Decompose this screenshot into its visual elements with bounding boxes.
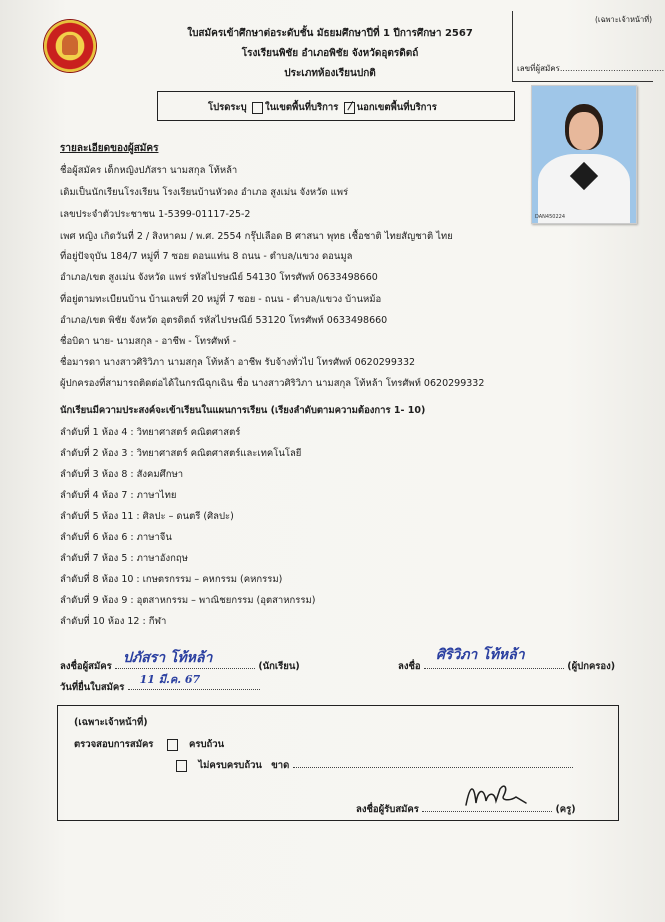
zone-row — [208, 100, 437, 115]
office-label: (เฉพาะเจ้าหน้าที่) — [595, 15, 653, 24]
applicant-section-title: รายละเอียดของผู้สมัคร — [60, 143, 159, 154]
complete-label: ครบถ้วน — [189, 739, 225, 750]
receiver-signature-field[interactable] — [422, 799, 552, 812]
student-signature-field[interactable] — [115, 650, 255, 669]
registered-address-line-1: ที่อยู่ตามทะเบียนบ้าน บ้านเลขที่ 20 หมู่ที่ 7 ซอย - ถนน - ตำบล/แขวง บ้านหม้อ — [60, 294, 382, 305]
preference-item: ลำดับที่ 4 ห้อง 7 : ภาษาไทย — [60, 490, 177, 501]
student-signature-label: ลงชื่อผู้สมัคร — [60, 661, 112, 672]
preference-item: ลำดับที่ 10 ห้อง 12 : กีฬา — [60, 616, 167, 627]
complete-checkbox[interactable] — [167, 739, 178, 751]
birth-info-line: เพศ หญิง เกิดวันที่ 2 / สิงหาคม / พ.ศ. 2554 กรุ๊ปเลือด B ศาสนา พุทธ เชื้อชาติ ไทยสัญชาติ ไทย — [60, 231, 453, 242]
class-type: ประเภทห้องเรียนปกติ — [284, 68, 376, 79]
current-address-line-1: ที่อยู่ปัจจุบัน 184/7 หมู่ที่ 7 ซอย ดอนแท่น 8 ถนน - ตำบล/แขวง ดอนมูล — [60, 251, 353, 262]
office-check-label: (เฉพาะเจ้าหน้าที่) — [74, 717, 148, 728]
registered-address-line-2: อำเภอ/เขต พิชัย จังหวัด อุตรดิตถ์ รหัสไปรษณีย์ 53120 โทรศัพท์ 0633498660 — [60, 315, 388, 326]
preference-item: ลำดับที่ 1 ห้อง 4 : วิทยาศาสตร์ คณิตศาสตร์ — [60, 427, 241, 438]
incomplete-checkbox[interactable] — [176, 760, 187, 772]
preference-item: ลำดับที่ 7 ห้อง 5 : ภาษาอังกฤษ — [60, 553, 188, 564]
form-title: ใบสมัครเข้าศึกษาต่อระดับชั้น มัธยมศึกษาปีที่ 1 ปีการศึกษา 2567 — [187, 28, 473, 39]
zone-selection-box — [157, 91, 515, 121]
check-label: ตรวจสอบการสมัคร — [74, 739, 154, 750]
application-number-field[interactable]: เลขที่ผู้สมัคร......................................... — [517, 64, 665, 73]
date-value: 11 มี.ค. 67 — [139, 673, 201, 686]
missing-label: ขาด — [271, 760, 290, 771]
guardian-role: (ผู้ปกครอง) — [567, 661, 616, 672]
preference-item: ลำดับที่ 5 ห้อง 11 : ศิลปะ – ดนตรี (ศิลปะ) — [60, 511, 234, 522]
student-signature: ปภัสรา โท้หล้า — [123, 650, 213, 666]
receiver-role: (ครู) — [555, 804, 576, 815]
date-row — [60, 673, 260, 695]
receiver-signature-mark — [460, 779, 530, 813]
guardian-signature: ศิริวิภา โท้หล้า — [435, 647, 525, 663]
school-name: โรงเรียนพิชัย อำเภอพิชัย จังหวัดอุตรดิตถ์ — [241, 48, 419, 59]
date-field[interactable] — [128, 673, 260, 690]
check-incomplete-row — [174, 758, 573, 773]
in-zone-checkbox[interactable] — [252, 102, 263, 114]
guardian-line: ผู้ปกครองที่สามารถติดต่อได้ในกรณีฉุกเฉิน ชื่อ นางสาวศิริวิภา นามสกุล โท้หล้า โทรศัพท์ 0620299332 — [60, 378, 485, 389]
preference-item: ลำดับที่ 8 ห้อง 10 : เกษตรกรรม – คหกรรม (คหกรรม) — [60, 574, 283, 585]
photo-face — [569, 112, 599, 150]
photo-code: DAN450224 — [535, 214, 566, 220]
applicant-name-line: ชื่อผู้สมัคร เด็กหญิงปภัสรา นามสกุล โท้หล้า — [60, 165, 238, 176]
in-zone-label: ในเขตพื้นที่บริการ — [264, 102, 339, 113]
preferences-title: นักเรียนมีความประสงค์จะเข้าเรียนในแผนการเรียน (เรียงลำดับตามความต้องการ 1- 10) — [60, 405, 426, 416]
previous-school-line: เดิมเป็นนักเรียนโรงเรียน โรงเรียนบ้านหัวดง อำเภอ สูงเม่น จังหวัด แพร่ — [60, 187, 349, 198]
office-check-box — [57, 705, 619, 821]
national-id-line: เลขประจำตัวประชาชน 1-5399-01117-25-2 — [60, 209, 251, 220]
preference-item: ลำดับที่ 6 ห้อง 6 : ภาษาจีน — [60, 532, 172, 543]
school-logo — [44, 20, 96, 72]
zone-prompt: โปรดระบุ — [208, 102, 247, 113]
preference-item: ลำดับที่ 9 ห้อง 9 : อุตสาหกรรม – พาณิชยกรรม (อุตสาหกรรม) — [60, 595, 316, 606]
incomplete-label: ไม่ครบครบถ้วน — [198, 760, 262, 771]
father-line: ชื่อบิดา นาย- นามสกุล - อาชีพ - โทรศัพท์ - — [60, 336, 237, 347]
student-role: (นักเรียน) — [258, 661, 300, 672]
guardian-signature-row — [398, 647, 616, 674]
office-only-box — [512, 11, 665, 82]
current-address-line-2: อำเภอ/เขต สูงเม่น จังหวัด แพร่ รหัสไปรษณีย์ 54130 โทรศัพท์ 0633498660 — [60, 272, 378, 283]
check-complete-row — [74, 737, 224, 752]
preference-item: ลำดับที่ 2 ห้อง 3 : วิทยาศาสตร์ คณิตศาสตร์และเทคโนโลยี — [60, 448, 302, 459]
preference-item: ลำดับที่ 3 ห้อง 8 : สังคมศึกษา — [60, 469, 184, 480]
mother-line: ชื่อมารดา นางสาวศิริวิภา นามสกุล โท้หล้า อาชีพ รับจ้างทั่วไป โทรศัพท์ 0620299332 — [60, 357, 416, 368]
guardian-signature-label: ลงชื่อ — [398, 661, 421, 672]
out-zone-label: นอกเขตพื้นที่บริการ — [356, 102, 437, 113]
out-zone-checkbox[interactable] — [344, 102, 355, 114]
missing-field[interactable] — [293, 767, 573, 768]
applicant-photo — [531, 85, 637, 224]
date-label: วันที่ยื่นใบสมัคร — [60, 682, 125, 693]
receiver-label: ลงชื่อผู้รับสมัคร — [356, 804, 419, 815]
receiver-row — [356, 799, 576, 817]
guardian-signature-field[interactable] — [424, 647, 564, 669]
